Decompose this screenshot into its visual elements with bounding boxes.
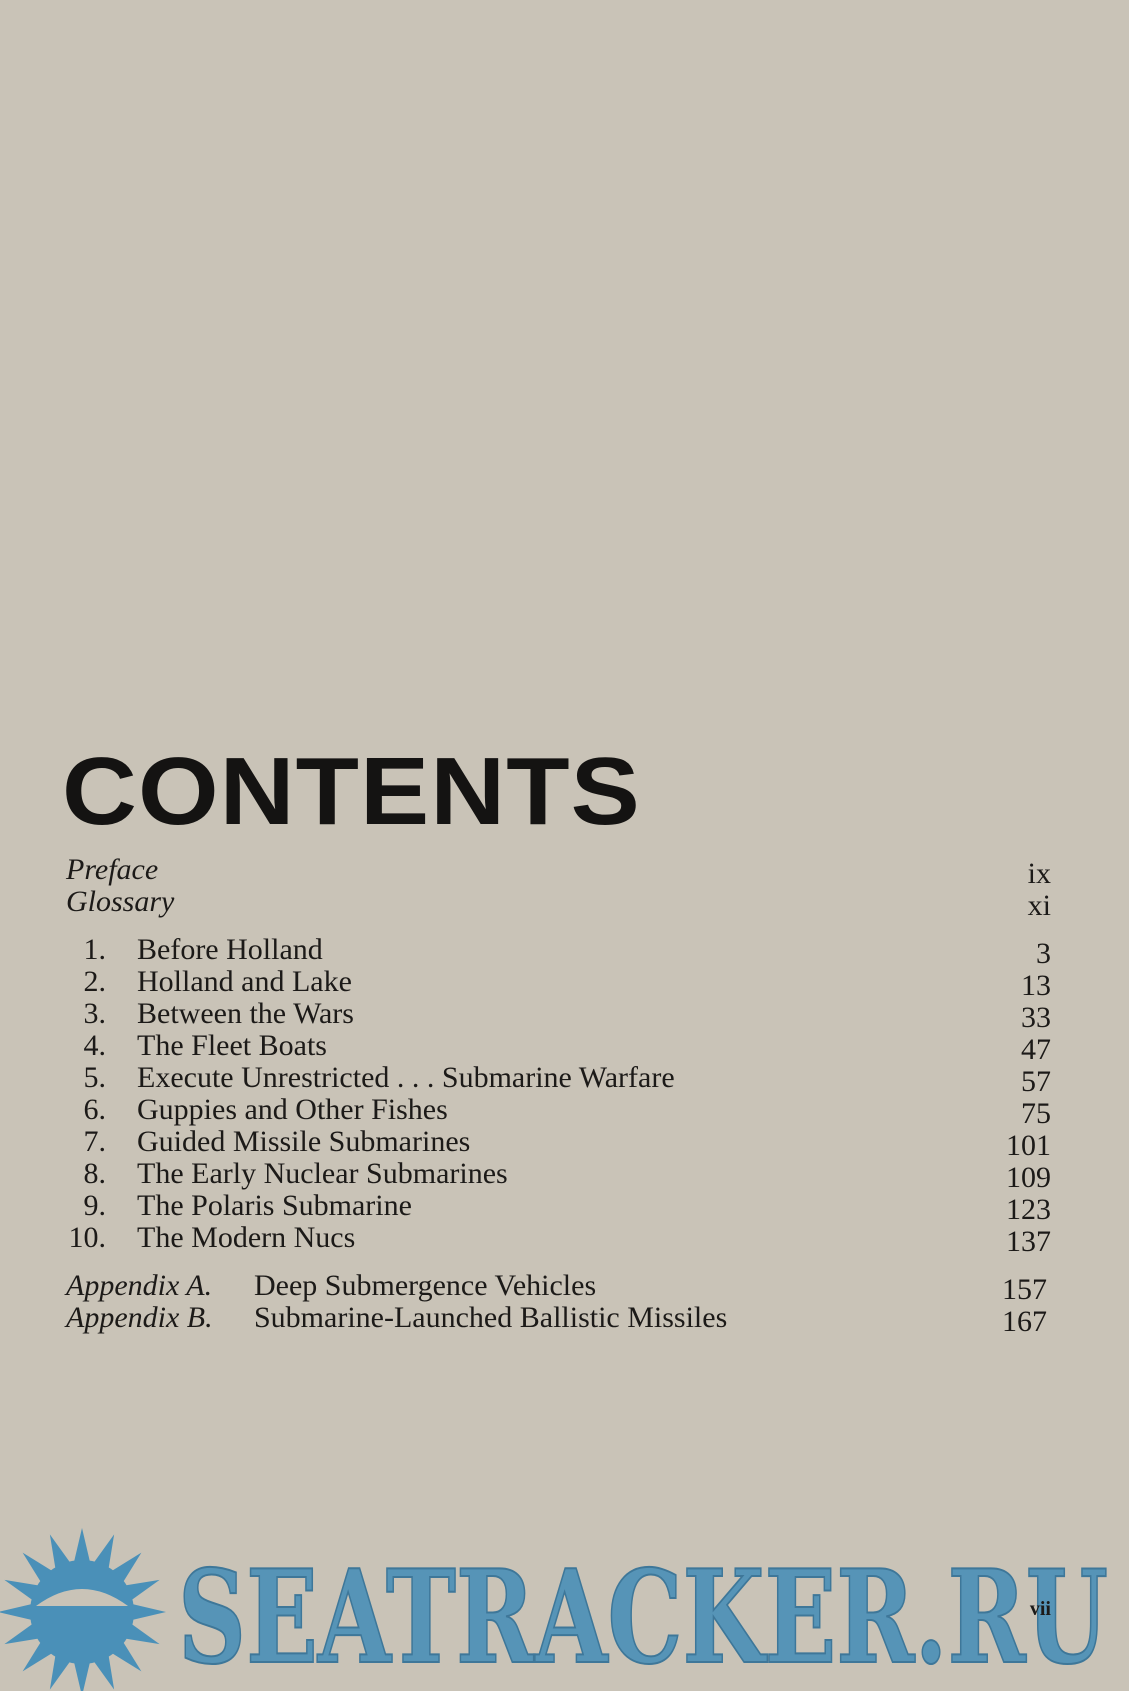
chapter-title: Before Holland (137, 933, 323, 966)
toc-label: Glossary (66, 885, 175, 918)
chapter-title: The Early Nuclear Submarines (137, 1157, 508, 1190)
chapter-title: Guided Missile Submarines (137, 1125, 471, 1158)
chapter-page: 101 (1006, 1129, 1051, 1162)
page-folio: vii (1029, 1598, 1051, 1620)
page-title: CONTENTS (62, 738, 641, 845)
chapter-number: 2. (83, 965, 106, 998)
appendix-page: 157 (1002, 1273, 1047, 1306)
chapter-page: 109 (1006, 1161, 1051, 1194)
chapter-title: The Modern Nucs (137, 1221, 356, 1254)
appendix-title: Deep Submergence Vehicles (254, 1269, 597, 1302)
sun-icon (0, 1520, 201, 1691)
chapter-page: 3 (1036, 937, 1051, 970)
chapter-title: The Polaris Submarine (137, 1189, 412, 1222)
chapter-number: 8. (83, 1157, 106, 1190)
chapter-number: 7. (83, 1125, 106, 1158)
chapter-title: The Fleet Boats (137, 1029, 327, 1062)
svg-text:SEATRACKER.RU: SEATRACKER.RU (178, 1543, 1108, 1691)
chapter-number: 3. (83, 997, 106, 1030)
chapter-number: 5. (83, 1061, 106, 1094)
appendix-title: Submarine-Launched Ballistic Missiles (254, 1301, 728, 1334)
chapter-page: 137 (1006, 1225, 1051, 1258)
chapter-title: Holland and Lake (137, 965, 352, 998)
chapter-page: 33 (1021, 1001, 1051, 1034)
chapter-page: 47 (1021, 1033, 1051, 1066)
chapter-page: 123 (1006, 1193, 1051, 1226)
chapter-title: Execute Unrestricted . . . Submarine Warfare (137, 1061, 675, 1094)
appendix-page: 167 (1002, 1305, 1047, 1338)
chapter-number: 9. (83, 1189, 106, 1222)
chapter-page: 13 (1021, 969, 1051, 1002)
toc-page: xi (1027, 889, 1051, 922)
chapter-page: 75 (1021, 1097, 1051, 1130)
chapter-number: 4. (83, 1029, 106, 1062)
chapter-number: 6. (83, 1093, 106, 1126)
chapter-number: 10. (68, 1221, 106, 1254)
chapter-title: Between the Wars (137, 997, 354, 1030)
toc-label: Preface (66, 853, 159, 886)
toc-page: ix (1027, 857, 1051, 890)
watermark-logo (0, 1520, 1129, 1691)
appendix-label: Appendix A. (66, 1269, 213, 1302)
appendix-label: Appendix B. (66, 1301, 213, 1334)
chapter-title: Guppies and Other Fishes (137, 1093, 448, 1126)
chapter-number: 1. (83, 933, 106, 966)
chapter-page: 57 (1021, 1065, 1051, 1098)
